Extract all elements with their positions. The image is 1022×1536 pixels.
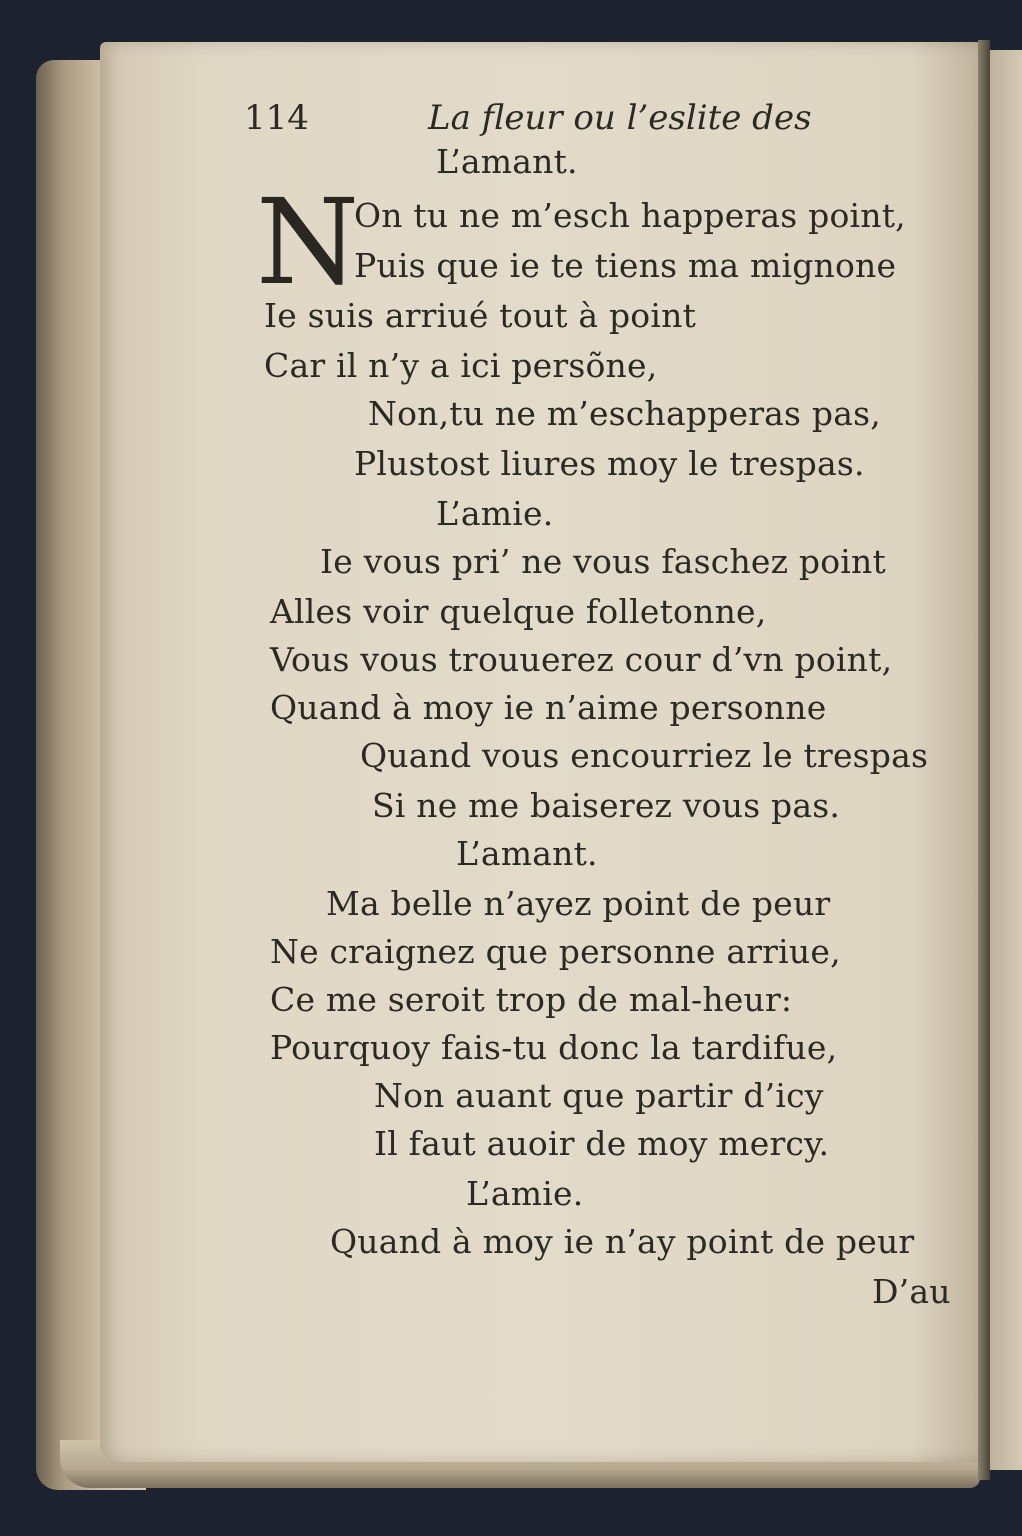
verse-line: Il faut auoir de moy mercy. <box>374 1124 830 1163</box>
verse-line: Non,tu ne m’eschapperas pas, <box>368 394 881 433</box>
verse-line: Ie vous pri’ ne vous faschez point <box>320 542 886 581</box>
speaker-label: L’amie. <box>436 494 554 533</box>
verse-line: Ie suis arriué tout à point <box>264 296 697 335</box>
verse-line: Alles voir quelque folletonne, <box>270 592 767 631</box>
verse-line: Quand à moy ie n’aime personne <box>270 688 827 727</box>
verse-line: Vous vous trouuerez cour d’vn point, <box>270 640 893 679</box>
verse-line: Quand à moy ie n’ay point de peur <box>330 1222 915 1261</box>
verse-line: Plustost liures moy le trespas. <box>354 444 865 483</box>
verse-line: Puis que ie te tiens ma mignone <box>354 246 897 285</box>
running-head: La fleur ou l’eslite des <box>428 98 812 138</box>
speaker-label: L’amie. <box>466 1174 584 1213</box>
speaker-label: L’amant. <box>456 834 598 873</box>
speaker-label: L’amant. <box>436 142 578 181</box>
verse-line: Ma belle n’ayez point de peur <box>326 884 831 923</box>
verse-line: Car il n’y a ici persõne, <box>264 346 658 385</box>
verse-line: On tu ne m’esch happeras point, <box>354 196 906 235</box>
verse-line: Si ne me baiserez vous pas. <box>372 786 841 825</box>
verse-line: Ce me seroit trop de mal-heur: <box>270 980 793 1019</box>
page-number: 114 <box>244 98 309 138</box>
drop-cap: N <box>256 173 360 311</box>
catchword: D’au <box>872 1272 951 1311</box>
verse-line: Non auant que partir d’icy <box>374 1076 824 1115</box>
verse-line: Pourquoy fais-tu donc la tardifue, <box>270 1028 838 1067</box>
verse-line: Quand vous encourriez le trespas <box>360 736 929 775</box>
verse-line: Ne craignez que personne arriue, <box>270 932 841 971</box>
